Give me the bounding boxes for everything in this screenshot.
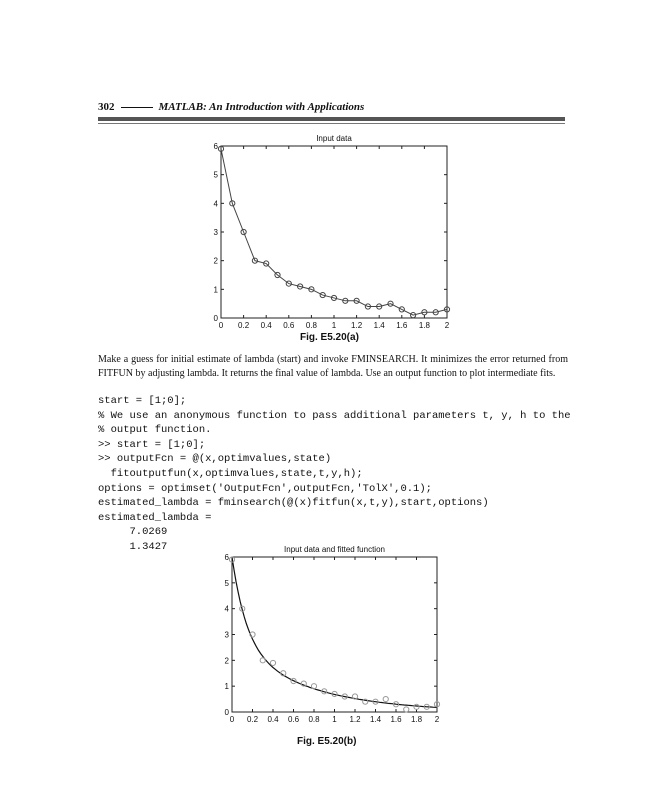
caption-fig-a: Fig. E5.20(a) (300, 332, 359, 343)
x-tick-label: 0 (218, 321, 224, 330)
y-tick-label: 0 (213, 314, 218, 323)
plot-frame (232, 557, 437, 712)
data-point (404, 707, 409, 712)
x-tick-label: 1.4 (373, 321, 385, 330)
x-tick-label: 1.2 (351, 321, 363, 330)
x-tick-label: 1.8 (410, 715, 423, 724)
x-tick-label: 0.6 (287, 715, 300, 724)
data-point (311, 684, 316, 689)
y-tick-label: 2 (224, 656, 229, 666)
x-tick-label: 1.2 (349, 715, 361, 724)
y-tick-label: 1 (213, 285, 218, 295)
x-tick-label: 1.6 (390, 715, 402, 724)
code-line: fitoutputfun(x,optimvalues,state,t,y,h); (98, 468, 363, 480)
x-tick-label: 0 (229, 715, 235, 724)
y-tick-label: 1 (224, 682, 229, 692)
code-line: estimated_lambda = (98, 511, 212, 524)
y-tick-label: 5 (224, 578, 229, 588)
x-tick-label: 0.2 (238, 321, 250, 330)
x-tick-label: 2 (434, 715, 440, 724)
x-tick-label: 0.8 (305, 321, 317, 330)
page-number: 302 (98, 101, 115, 113)
x-tick-label: 0.4 (267, 715, 279, 724)
y-tick-label: 4 (213, 199, 218, 209)
code-line: 1.3427 (98, 541, 168, 553)
x-tick-label: 0.2 (246, 715, 259, 724)
x-tick-label: 2 (444, 321, 450, 330)
y-tick-label: 6 (224, 553, 229, 562)
code-line: options = optimset('OutputFcn',outputFcn,'TolX',0.1); (98, 482, 432, 495)
code-line: % We use an anonymous function to pass additional parameters t, y, h to the (98, 409, 571, 422)
y-tick-label: 6 (213, 142, 218, 151)
chart-title: Input data and fitted function (284, 545, 385, 554)
data-point (383, 696, 388, 701)
x-tick-label: 1.4 (369, 715, 382, 724)
chart-title: Input data (316, 134, 352, 143)
caption-fig-b: Fig. E5.20(b) (297, 736, 357, 747)
body-paragraph: Make a guess for initial estimate of lambda (start) and invoke FMINSEARCH. It minimizes the error returned from FITFUN by adjusting lambda. It returns the final value of lambda. Use an output function to plot intermediate fits. (98, 354, 568, 379)
y-tick-label: 4 (224, 604, 229, 614)
x-tick-label: 1.6 (396, 321, 408, 330)
y-tick-label: 0 (224, 708, 229, 717)
code-line: >> outputFcn = @(x,optimvalues,state) (98, 453, 332, 466)
code-line: % output function. (98, 424, 212, 437)
running-title: MATLAB: An Introduction with Applications (158, 101, 365, 113)
x-tick-label: 1 (332, 715, 337, 724)
y-tick-label: 3 (224, 630, 229, 640)
y-tick-label: 3 (213, 228, 218, 237)
code-line: >> start = [1;0]; (98, 438, 206, 451)
x-tick-label: 1.8 (418, 321, 430, 330)
data-point (270, 660, 275, 665)
y-tick-label: 2 (213, 256, 218, 266)
code-line: estimated_lambda = fminsearch(@(x)fitfun(x,t,y),start,options) (98, 497, 489, 510)
x-tick-label: 1 (331, 321, 337, 330)
code-line: 7.0269 (98, 526, 168, 539)
x-tick-label: 0.8 (308, 715, 320, 724)
data-point (260, 658, 265, 663)
x-tick-label: 0.4 (260, 321, 272, 330)
fitted-curve (232, 557, 437, 707)
x-tick-label: 0.6 (283, 321, 295, 330)
code-line: start = [1;0]; (98, 395, 187, 407)
y-tick-label: 5 (213, 170, 218, 180)
data-point (414, 704, 419, 709)
